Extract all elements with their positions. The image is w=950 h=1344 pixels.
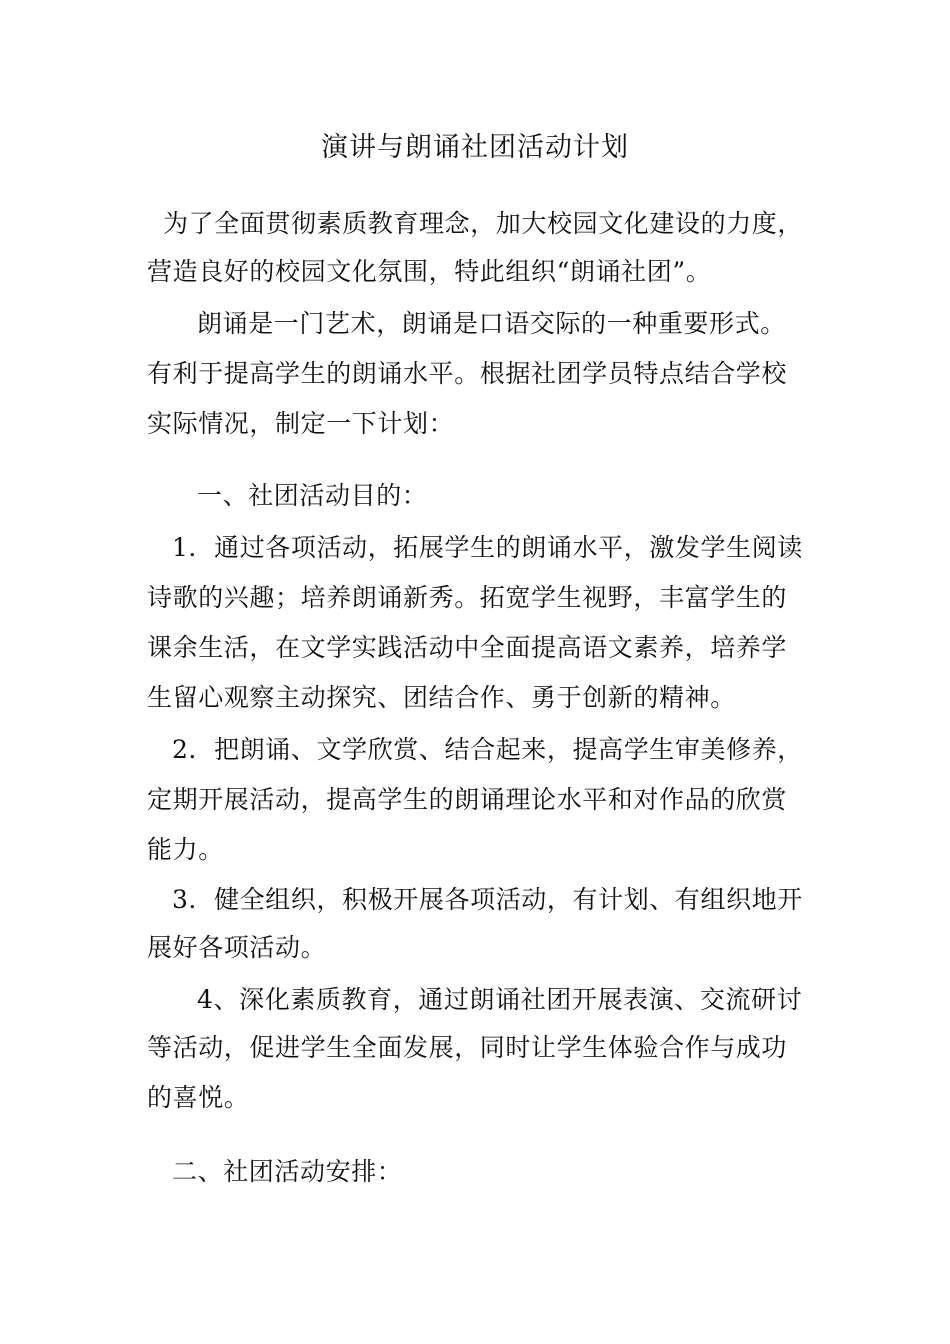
paragraph-line: 营造良好的校园文化氛围，特此组织“朗诵社团”。	[147, 257, 712, 286]
list-item-line: 诗歌的兴趣；培养朗诵新秀。拓宽学生视野，丰富学生的	[147, 583, 788, 612]
list-item-line: 3．健全组织，积极开展各项活动，有计划、有组织地开	[172, 885, 803, 914]
list-item-line: 课余生活，在文学实践活动中全面提高语文素养，培养学	[147, 633, 788, 662]
list-item-line: 定期开展活动，提高学生的朗诵理论水平和对作品的欣赏	[147, 785, 788, 814]
list-item-line: 的喜悦。	[147, 1083, 250, 1112]
paragraph-line: 朗诵是一门艺术，朗诵是口语交际的一种重要形式。	[197, 309, 786, 338]
list-item-line: 生留心观察主动探究、团结合作、勇于创新的精神。	[147, 683, 736, 712]
list-item-line: 能力。	[147, 835, 224, 864]
section-heading: 一、社团活动目的：	[197, 481, 428, 510]
paragraph-line: 有利于提高学生的朗诵水平。根据社团学员特点结合学校	[147, 359, 788, 388]
document-title: 演讲与朗诵社团活动计划	[321, 132, 629, 163]
paragraph-line: 实际情况，制定一下计划：	[147, 409, 455, 438]
section-heading: 二、社团活动安排：	[172, 1157, 403, 1186]
list-item-line: 4、深化素质教育，通过朗诵社团开展表演、交流研讨	[197, 985, 803, 1014]
list-item-line: 2．把朗诵、文学欣赏、结合起来，提高学生审美修养，	[172, 735, 803, 764]
list-item-line: 1．通过各项活动，拓展学生的朗诵水平，激发学生阅读	[172, 533, 803, 562]
paragraph-line: 为了全面贯彻素质教育理念，加大校园文化建设的力度，	[163, 209, 804, 238]
list-item-line: 等活动，促进学生全面发展，同时让学生体验合作与成功	[147, 1033, 788, 1062]
list-item-line: 展好各项活动。	[147, 933, 327, 962]
